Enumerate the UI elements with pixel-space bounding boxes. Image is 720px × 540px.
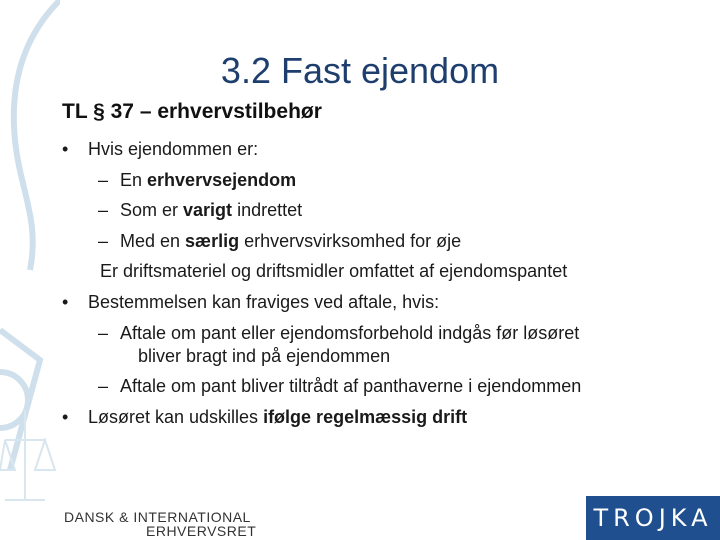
sub-bullet-item: – Som er varigt indrettet (62, 195, 712, 226)
dash-icon: – (98, 200, 109, 220)
brand-logo: TROJKA (586, 496, 720, 540)
dash-icon: – (98, 323, 109, 343)
bullet-item: • Bestemmelsen kan fraviges ved aftale, hvis: (62, 287, 712, 318)
sub-bullet-continuation: bliver bragt ind på ejendommen (138, 346, 391, 366)
sub-bullet-item: – En erhvervsejendom (62, 165, 712, 196)
slide-title: 3.2 Fast ejendom (220, 50, 500, 91)
conclusion-text: Er driftsmateriel og driftsmidler omfattet af ejendomspantet (100, 261, 568, 281)
dash-icon: – (98, 230, 109, 251)
slide-subtitle: TL § 37 – erhvervstilbehør (62, 100, 322, 123)
bullet-icon: • (62, 139, 69, 159)
bullet-icon: • (62, 291, 69, 312)
content-body (62, 134, 712, 432)
footer-organization-logo: DANSK & INTERNATIONAL ERHVERVSRET (64, 509, 257, 539)
dash-icon: – (98, 169, 109, 190)
dash-icon: – (98, 376, 109, 396)
sub-bullet-item: – Med en særlig erhvervsvirksomhed for øje (62, 226, 712, 257)
bullet-item: • Løsøret kan udskilles ifølge regelmæssig drift (62, 402, 712, 433)
sub-bullet-item: – Aftale om pant bliver tiltrådt af panthaverne i ejendommen (62, 367, 712, 402)
sub-bullet-item: – Aftale om pant eller ejendomsforbehold indgås før løsøret (98, 323, 580, 343)
bullet-icon: • (62, 406, 69, 427)
bullet-item: • Hvis ejendommen er: (62, 134, 712, 165)
